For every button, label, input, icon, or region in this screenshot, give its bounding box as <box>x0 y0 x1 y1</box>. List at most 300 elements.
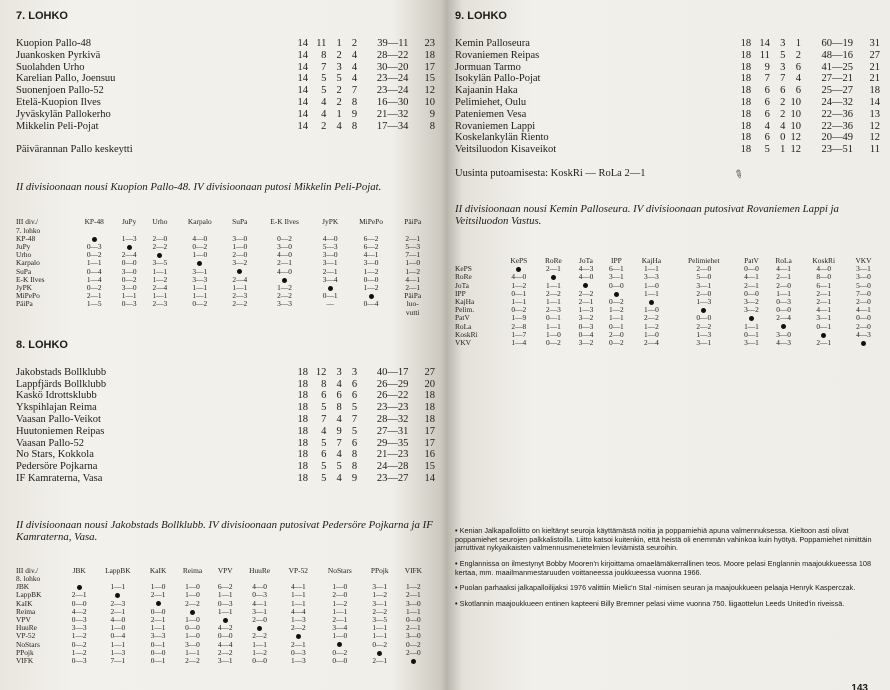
stat-value: 9 <box>429 108 435 120</box>
stat-value: 12 <box>790 132 801 144</box>
matrix-row-label: E-K Ilves <box>16 274 45 284</box>
matrix-column-header: VP-52 <box>288 565 308 575</box>
stat-value: 24—32 <box>821 96 853 108</box>
matrix-result-cell: 0—0 <box>252 656 267 666</box>
matrix-column-header: KP-48 <box>84 217 104 227</box>
matrix-empty-cell <box>74 309 114 317</box>
matrix-result-cell: 1—1 <box>152 291 168 301</box>
stat-value: 18 <box>424 402 435 414</box>
matrix-header-row <box>16 567 430 583</box>
diagonal-dot-icon <box>197 261 202 266</box>
matrix-result-cell: 2—3 <box>232 291 248 301</box>
matrix-result-cell: 0—2 <box>277 233 292 243</box>
matrix-row-label: VIFK <box>16 656 34 666</box>
matrix-result-cell: 1—1 <box>192 291 208 301</box>
matrix-result-cell: 2—1 <box>405 233 421 243</box>
matrix-result-cell: 1—7 <box>511 329 527 339</box>
stat-value: 23—24 <box>376 73 409 85</box>
matrix-result-cell: 3—1 <box>217 656 233 666</box>
stat-value: 4 <box>780 120 786 132</box>
matrix-result-cell: 0—2 <box>192 299 208 309</box>
matrix-result-cell: 0—0 <box>856 313 871 323</box>
matrix-result-cell: 4—2 <box>71 606 87 616</box>
matrix-result-cell: 0—1 <box>546 313 561 323</box>
matrix-result-cell: 3—2 <box>578 313 594 323</box>
matrix-result-cell: 2—2 <box>696 321 712 331</box>
team-name: Jyväskylän Pallokerho <box>16 108 111 120</box>
matrix-result-cell: 1—3 <box>290 615 306 624</box>
stat-value: 17 <box>424 437 435 449</box>
stat-value: 27—31 <box>376 425 409 437</box>
matrix-result-cell: 3—2 <box>744 296 759 306</box>
matrix-result-cell: 5—0 <box>696 272 712 282</box>
stat-value: 28—22 <box>376 49 409 61</box>
matrix-column-header: PPojk <box>370 565 389 575</box>
stat-value: 9 <box>351 108 358 120</box>
matrix-result-cell: 1—0 <box>192 250 208 260</box>
team-name: Jakobstads Bollklubb <box>16 366 107 378</box>
matrix-result-cell: 3—3 <box>644 272 659 282</box>
matrix-result-cell: 0—2 <box>121 274 137 284</box>
stat-value: 2 <box>336 49 342 61</box>
bullet-poland: • Puolan parhaaksi jalkapalloilijaksi 1976 valittiin Mielic'n Stal -nimisen seuran ja maajoukkueen pelaaja Henryk Kasperczak. <box>455 584 880 593</box>
stat-value: 4 <box>351 49 358 61</box>
summary-lohko7: II divisioonaan nousi Kuopion Pallo-48. IV divisioonaan putosi Mikkelin Peli-Pojat. <box>16 181 382 194</box>
matrix-result-cell: 1—1 <box>546 280 561 290</box>
matrix-result-cell: 1—3 <box>290 656 306 666</box>
matrix-result-cell: 3—3 <box>150 631 166 641</box>
diagonal-dot-icon <box>328 286 333 291</box>
matrix-result-cell: 1—1 <box>217 590 233 600</box>
matrix-result-cell: 2—4 <box>152 283 168 292</box>
matrix-result-cell: 2—1 <box>86 291 102 301</box>
stat-value: 12 <box>869 120 880 132</box>
matrix-result-cell: 4—1 <box>856 305 871 315</box>
diagonal-dot-icon <box>156 601 161 606</box>
diagonal-dot-icon <box>583 283 588 288</box>
matrix-result-cell: 1—2 <box>252 647 267 657</box>
stat-value: 60—19 <box>821 38 853 49</box>
matrix-row-label: Urho <box>16 250 32 260</box>
matrix-result-cell: 3—1 <box>816 313 832 323</box>
team-name: Kuopion Pallo-48 <box>16 38 91 49</box>
team-name: Karelian Pallo, Joensuu <box>16 73 116 85</box>
matrix-result-cell: 2—1 <box>71 590 87 600</box>
stat-value: 7 <box>764 73 770 85</box>
matrix-result-cell: 0—0 <box>71 598 87 608</box>
diagonal-dot-icon <box>237 269 242 274</box>
matrix-corner-label: III div./ <box>16 217 39 227</box>
stat-value: 5 <box>336 73 342 85</box>
news-bullets <box>455 527 880 608</box>
matrix-result-cell: 1—2 <box>332 598 348 608</box>
matrix-empty-cell <box>347 309 396 317</box>
matrix-empty-cell <box>175 309 224 317</box>
stat-value: 6 <box>351 390 358 402</box>
matrix-result-cell: 3—0 <box>121 283 137 292</box>
stat-value: 2 <box>780 108 786 120</box>
matrix-result-cell: 3—1 <box>252 606 267 616</box>
matrix-result-cell: 2—4 <box>232 274 248 284</box>
matrix-result-cell: 0—0 <box>776 305 791 315</box>
matrix-result-cell: 1—1 <box>511 296 527 306</box>
diagonal-dot-icon <box>377 651 382 656</box>
note-lohko9: Uusinta putoamisesta: KoskRi — RoLa 2—1 <box>455 167 646 179</box>
matrix-result-cell: 2—1 <box>776 272 791 282</box>
matrix-result-cell: 0—2 <box>192 241 208 251</box>
stat-value: 6 <box>336 390 342 402</box>
matrix-empty-cell <box>255 309 313 317</box>
stat-value: 10 <box>790 108 801 120</box>
matrix-result-cell: 2—3 <box>546 305 561 315</box>
matrix-result-cell: 1—3 <box>696 329 712 339</box>
matrix-result-cell: 2—3 <box>110 598 126 608</box>
matrix-column-header: JoTa <box>579 255 593 265</box>
stat-value: 26—29 <box>376 378 409 390</box>
matrix-result-cell: 3—1 <box>856 264 871 274</box>
matrix-result-cell: 2—0 <box>252 615 267 624</box>
standings-row <box>455 73 880 85</box>
team-name: Etelä-Kuopion Ilves <box>16 96 101 108</box>
matrix-diagonal-cell <box>847 339 880 347</box>
standings-row <box>455 97 880 109</box>
note-lohko7: Päivärannan Pallo keskeytti <box>16 144 133 156</box>
matrix-result-cell: 4—1 <box>776 264 791 274</box>
matrix-result-cell: 5—3 <box>405 241 421 251</box>
diagonal-dot-icon <box>649 300 654 305</box>
matrix-result-cell: 3—1 <box>372 582 388 592</box>
stat-value: 10 <box>424 96 435 108</box>
stat-value: 1 <box>780 144 786 156</box>
matrix-result-cell: 0—1 <box>744 329 759 339</box>
stat-value: 23 <box>424 38 435 49</box>
matrix-column-header: SuPa <box>232 217 248 227</box>
matrix-result-cell: 3—1 <box>192 266 208 276</box>
diagonal-dot-icon <box>115 593 120 598</box>
stat-value: 17—34 <box>376 120 409 132</box>
stat-value: 5 <box>321 461 327 473</box>
matrix-result-cell: 1—2 <box>152 274 168 284</box>
matrix-result-cell: 1—0 <box>150 582 166 592</box>
stat-value: 11 <box>869 144 880 156</box>
matrix-result-cell: 1—0 <box>546 329 561 339</box>
stat-value: 18 <box>740 85 752 97</box>
stat-value: 6 <box>321 449 327 461</box>
matrix-column-header: NoStars <box>327 565 352 575</box>
matrix-result-cell: 1—2 <box>405 582 421 592</box>
diagonal-dot-icon <box>337 642 342 647</box>
matrix-result-cell: 0—0 <box>363 274 379 284</box>
stat-value: 4 <box>336 120 342 132</box>
matrix-result-cell: 1—1 <box>776 288 791 298</box>
matrix-result-cell: 0—0 <box>744 288 759 298</box>
matrix-result-cell: 0—3 <box>252 590 267 600</box>
team-name: Huutoniemen Reipas <box>16 425 105 437</box>
matrix-result-cell: 1—1 <box>744 321 759 331</box>
standings-row <box>16 449 435 461</box>
matrix-result-cell: 1—1 <box>372 623 388 633</box>
stat-value: 18 <box>297 414 308 425</box>
stat-value: 2 <box>321 120 327 132</box>
matrix-result-cell: 2—1 <box>150 615 166 624</box>
stat-value: 22—36 <box>821 120 853 132</box>
matrix-note-cell: vutti <box>405 307 420 317</box>
summary-lohko9: II divisioonaan nousi Kemin Palloseura. IV divisioonaan putosivat Rovaniemen Lappi ja Veitsiluodon Vastus. <box>455 202 839 227</box>
matrix-result-cell: 0—2 <box>546 338 561 347</box>
matrix-column-header: Reima <box>182 565 203 575</box>
stat-value: 16 <box>424 449 435 461</box>
stat-value: 21—32 <box>376 108 409 120</box>
matrix-result-cell: 0—2 <box>608 296 624 306</box>
matrix-row-label: MiPePo <box>16 291 40 301</box>
matrix-result-cell: 0—0 <box>608 280 624 290</box>
diagonal-dot-icon <box>77 585 82 590</box>
standings-table-lohko8 <box>16 367 435 485</box>
matrix-result-cell: 2—1 <box>290 639 306 649</box>
matrix-result-cell: 0—2 <box>71 639 87 649</box>
stat-value: 4 <box>764 120 770 132</box>
matrix-result-cell: 1—1 <box>86 258 102 268</box>
stat-value: 14 <box>297 61 308 73</box>
diagonal-dot-icon <box>861 341 866 346</box>
matrix-result-cell: 1—2 <box>363 266 379 276</box>
team-name: Suonenjoen Pallo-52 <box>16 85 104 97</box>
matrix-result-cell: 0—1 <box>150 656 166 666</box>
matrix-column-header: Pelimiehet <box>687 255 720 265</box>
matrix-result-cell: 0—0 <box>150 647 166 657</box>
stat-value: 2 <box>351 38 358 49</box>
matrix-result-cell: 0—4 <box>578 329 594 339</box>
matrix-result-cell: 2—1 <box>744 280 759 290</box>
matrix-result-cell: PäiPa <box>404 291 422 301</box>
matrix-row-label: JoTa <box>455 280 469 290</box>
matrix-result-cell: 4—1 <box>744 272 759 282</box>
diagonal-dot-icon <box>282 278 287 283</box>
matrix-column-header: JyPK <box>322 217 339 227</box>
standings-row <box>455 50 880 62</box>
matrix-result-cell: 1—3 <box>121 233 137 243</box>
matrix-result-cell: 2—0 <box>405 647 421 657</box>
matrix-column-header: LappBK <box>105 565 131 575</box>
stat-value: 14 <box>297 49 308 61</box>
diagonal-dot-icon <box>157 253 162 258</box>
team-name: Mikkelin Peli-Pojat <box>16 120 99 132</box>
stat-value: 4 <box>351 61 358 73</box>
stat-value: 7 <box>780 73 786 85</box>
standings-row <box>16 379 435 391</box>
matrix-result-cell: 3—3 <box>277 299 292 309</box>
matrix-result-cell: 4—3 <box>776 338 791 347</box>
matrix-result-cell: 6—1 <box>608 264 624 274</box>
stat-value: 8 <box>351 96 358 108</box>
matrix-row-label: KajHa <box>455 296 475 306</box>
section-title-lohko8: 8. LOHKO <box>16 338 68 351</box>
matrix-diagonal-cell <box>397 657 430 665</box>
stat-value: 20—49 <box>821 132 853 144</box>
matrix-result-cell: 0—0 <box>744 264 759 274</box>
matrix-result-cell: 2—2 <box>232 299 248 309</box>
matrix-empty-cell <box>314 309 347 317</box>
matrix-result-cell: 1—2 <box>363 283 379 292</box>
matrix-result-cell: 3—0 <box>405 631 421 641</box>
stat-value: 18 <box>297 402 308 414</box>
stat-value: 5 <box>321 472 327 484</box>
stat-value: 7 <box>351 414 358 425</box>
matrix-result-cell: 6—1 <box>816 280 832 290</box>
team-name: Koskelankylän Riento <box>455 132 549 144</box>
matrix-column-header: MiPePo <box>359 217 383 227</box>
matrix-result-cell: 2—2 <box>644 313 659 323</box>
matrix-result-cell: 2—2 <box>217 647 233 657</box>
matrix-result-cell: 1—4 <box>86 274 102 284</box>
stat-value: 27 <box>424 366 435 378</box>
matrix-result-cell: 1—0 <box>110 623 126 633</box>
stat-value: 14 <box>297 85 308 97</box>
team-name: Lappfjärds Bollklubb <box>16 378 107 390</box>
stat-value: 3 <box>336 61 342 73</box>
stat-value: 14 <box>297 108 308 120</box>
matrix-result-cell: 4—4 <box>290 606 306 616</box>
matrix-result-cell: 2—2 <box>185 598 200 608</box>
team-name: Pedersöre Pojkarna <box>16 461 98 473</box>
stat-value: 3 <box>780 38 786 49</box>
matrix-result-cell: 2—1 <box>816 296 832 306</box>
matrix-result-cell: 0—1 <box>511 288 527 298</box>
matrix-result-cell: 1—0 <box>644 329 659 339</box>
stat-value: 18 <box>740 49 752 61</box>
stat-value: 18 <box>740 144 752 156</box>
matrix-row-label: PPojk <box>16 647 34 657</box>
team-name: Rovaniemen Reipas <box>455 49 540 61</box>
matrix-corner-label: 7. lohko <box>16 225 41 235</box>
stat-value: 17 <box>424 61 435 73</box>
matrix-result-cell: 2—2 <box>578 288 594 298</box>
matrix-result-cell: 3—4 <box>322 274 338 284</box>
standings-row <box>455 38 880 50</box>
matrix-result-cell: 2—0 <box>332 590 348 600</box>
stat-value: 18 <box>297 425 308 437</box>
page-number: 143 <box>851 683 868 690</box>
matrix-corner <box>16 567 65 583</box>
stat-value: 1 <box>336 38 342 49</box>
matrix-row-label: IPP <box>455 288 466 298</box>
stat-value: 8 <box>321 49 327 61</box>
team-name: Veitsiluodon Kisaveikot <box>455 144 557 156</box>
matrix-column-header: PatV <box>744 255 759 265</box>
matrix-result-cell: 4—2 <box>217 623 233 633</box>
matrix-result-cell: 2—0 <box>776 280 791 290</box>
stat-value: 39—11 <box>377 38 409 49</box>
stat-value: 48—16 <box>821 49 853 61</box>
matrix-result-cell: 1—3 <box>696 296 712 306</box>
matrix-result-cell: 2—0 <box>608 329 624 339</box>
matrix-result-cell: 3—0 <box>363 258 379 268</box>
stat-value: 18 <box>740 96 752 108</box>
stat-value: 18 <box>740 73 752 85</box>
matrix-result-cell: 0—2 <box>608 338 624 347</box>
matrix-column-header: KaIK <box>149 565 167 575</box>
matrix-row-label: LappBK <box>16 590 42 600</box>
matrix-result-cell: 0—0 <box>405 615 421 624</box>
stat-value: 11 <box>316 38 327 49</box>
matrix-result-cell: 4—1 <box>363 250 379 260</box>
diagonal-dot-icon <box>127 245 132 250</box>
stat-value: 12 <box>424 85 435 97</box>
matrix-result-cell: 0—2 <box>405 639 421 649</box>
matrix-result-cell: 5—0 <box>856 280 871 290</box>
team-name: Ykspihlajan Reima <box>16 402 97 414</box>
stat-value: 23—23 <box>376 402 409 414</box>
stat-value: 4 <box>336 449 342 461</box>
matrix-result-cell: 0—1 <box>816 321 832 331</box>
stat-value: 7 <box>351 85 358 97</box>
stat-value: 3 <box>780 61 786 73</box>
matrix-result-cell: 1—0 <box>232 241 248 251</box>
stat-value: 20 <box>424 378 435 390</box>
matrix-result-cell: — <box>326 299 334 309</box>
matrix-result-cell: 0—2 <box>372 639 388 649</box>
stat-value: 4 <box>321 96 327 108</box>
matrix-result-cell: 6—2 <box>363 233 379 243</box>
stat-value: 18 <box>869 85 880 97</box>
matrix-result-cell: 2—2 <box>372 606 388 616</box>
matrix-result-cell: 2—1 <box>322 266 338 276</box>
stat-value: 4 <box>321 108 327 120</box>
matrix-row-label: JyPK <box>16 283 33 292</box>
matrix-result-cell: 2—1 <box>110 606 126 616</box>
matrix-column-header: KajHa <box>641 255 662 265</box>
matrix-column-header: IPP <box>611 255 622 265</box>
matrix-column-header: JuPy <box>121 217 137 227</box>
team-name: Vaasan Pallo-52 <box>16 437 84 449</box>
stat-value: 29—35 <box>376 437 409 449</box>
stat-value: 4 <box>336 472 342 484</box>
stat-value: 1 <box>336 108 342 120</box>
matrix-result-cell: 1—1 <box>290 598 306 608</box>
matrix-column-header: KePS <box>510 255 528 265</box>
stat-value: 12 <box>315 366 327 378</box>
stat-value: 9 <box>351 472 358 484</box>
matrix-result-cell: 0—0 <box>150 606 166 616</box>
stat-value: 8 <box>351 120 358 132</box>
matrix-result-cell: 4—0 <box>578 272 594 282</box>
matrix-result-cell: 1—1 <box>150 623 166 633</box>
matrix-result-cell: 0—0 <box>185 623 200 633</box>
stat-value: 41—25 <box>821 61 853 73</box>
stat-value: 5 <box>321 402 327 414</box>
stat-value: 4 <box>351 73 358 85</box>
results-matrix-lohko7 <box>16 218 430 316</box>
matrix-row-label: VP-52 <box>16 631 36 641</box>
matrix-result-cell: 2—1 <box>405 283 421 292</box>
stat-value: 8 <box>351 449 358 461</box>
matrix-column-header: RoRe <box>545 255 562 265</box>
stat-value: 18 <box>297 472 308 484</box>
diagonal-dot-icon <box>821 333 826 338</box>
matrix-result-cell: 1—1 <box>232 283 248 292</box>
matrix-column-header: Karpalo <box>187 217 212 227</box>
stat-value: 18 <box>297 378 308 390</box>
matrix-result-cell: 1—0 <box>185 582 200 592</box>
right-page <box>447 0 890 690</box>
stat-value: 7 <box>321 414 327 425</box>
matrix-row-label: JBK <box>16 582 30 592</box>
matrix-result-cell: 1—2 <box>71 647 87 657</box>
stat-value: 14 <box>297 96 308 108</box>
matrix-column-header: HuuRe <box>249 565 271 575</box>
matrix-result-cell: 0—4 <box>86 266 102 276</box>
stat-value: 5 <box>351 425 358 437</box>
